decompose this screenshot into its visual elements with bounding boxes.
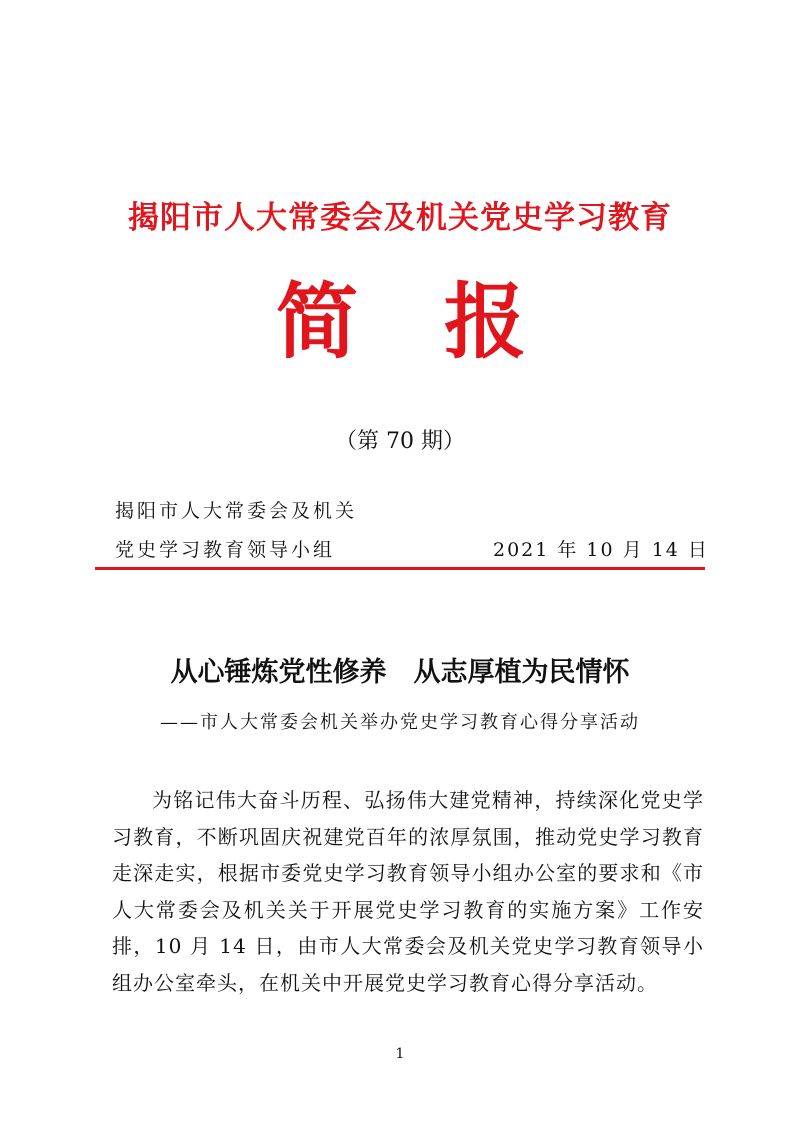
article-paragraph: 为铭记伟大奋斗历程、弘扬伟大建党精神，持续深化党史学习教育，不断巩固庆祝建党百年的浓厚氛围，推动党史学习教育走深走实，根据市委党史学习教育领导小组办公室的要求和《市人大常委会及机关关于开展党史学习教育的实施方案》工作安排，10 月 14 日，由市人大常委会及机关党史学习教育领导小组办公室牵头，在机关中开展党史学习教育心得分享活动。 bbox=[112, 788, 704, 995]
red-divider bbox=[95, 567, 705, 570]
page-number: 1 bbox=[395, 1046, 405, 1062]
issuer-line-1: 揭阳市人大常委会及机关 bbox=[115, 500, 358, 522]
brief-title-char-2: 报 bbox=[444, 275, 527, 370]
article-title: 从心锤炼党性修养 从志厚植为民情怀 bbox=[170, 657, 630, 688]
issue-date: 2021 年 10 月 14 日 bbox=[493, 539, 709, 561]
article-subtitle: ——市人大常委会机关举办党史学习教育心得分享活动 bbox=[160, 712, 640, 733]
org-title: 揭阳市人大常委会及机关党史学习教育 bbox=[128, 200, 672, 236]
issuer-line-2: 党史学习教育领导小组 bbox=[115, 539, 336, 561]
issue-number: （第 70 期） bbox=[335, 429, 465, 454]
brief-title-char-1: 简 bbox=[276, 275, 359, 370]
